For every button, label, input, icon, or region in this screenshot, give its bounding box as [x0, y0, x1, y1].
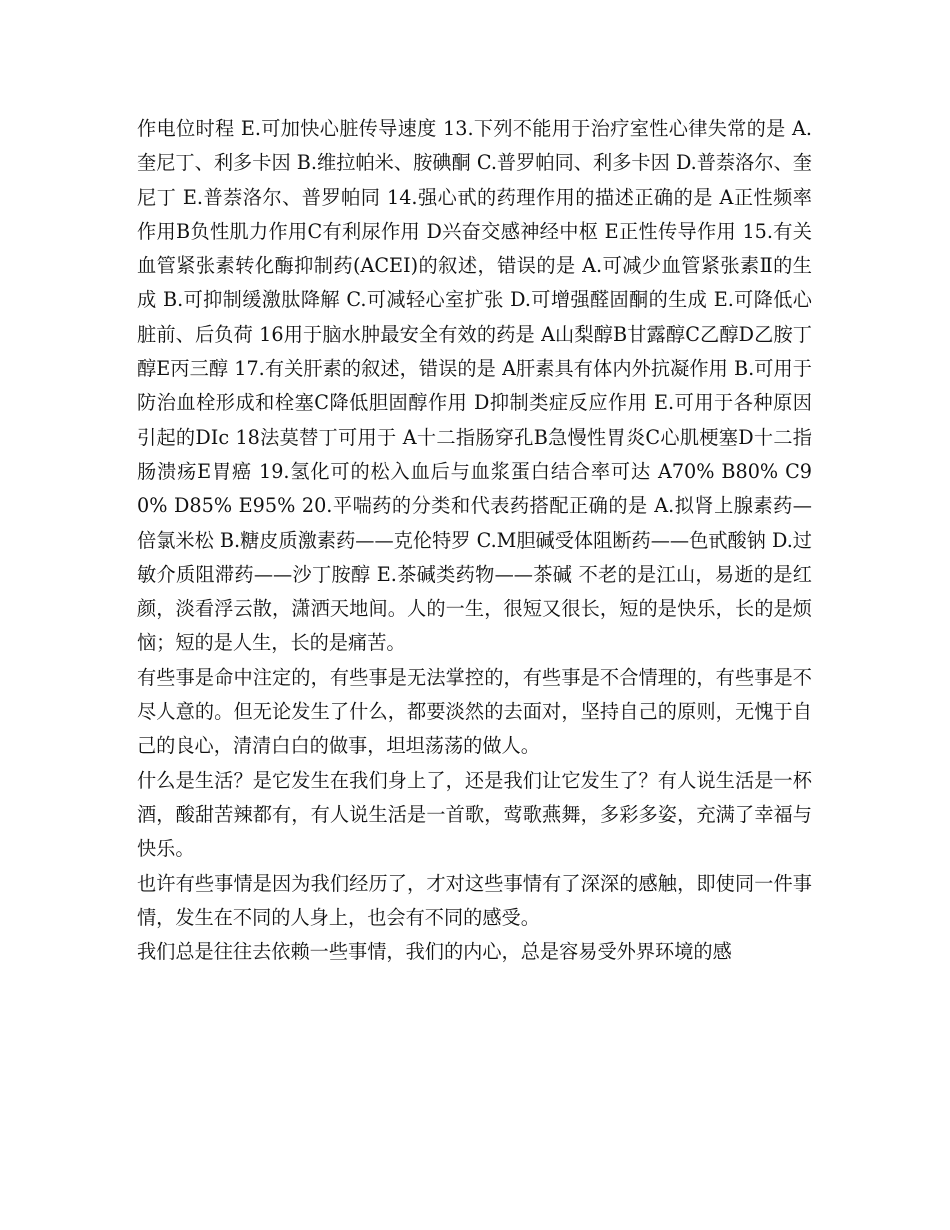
paragraph-fate: 有些事是命中注定的，有些事是无法掌控的，有些事是不合情理的，有些事是不尽人意的。但无论发生了什么，都要淡然的去面对，坚持自己的原则，无愧于自己的良心，清清白白的做事，坦坦荡荡的做人。	[137, 665, 812, 758]
paragraph-life: 什么是生活？是它发生在我们身上了，还是我们让它发生了？有人说生活是一杯酒，酸甜苦辣都有，有人说生活是一首歌，莺歌燕舞，多彩多姿，充满了幸福与快乐。	[137, 768, 812, 861]
paragraph-dependence: 我们总是往往去依赖一些事情，我们的内心，总是容易受外界环境的感	[137, 940, 732, 964]
paragraph-experience: 也许有些事情是因为我们经历了，才对这些事情有了深深的感触，即使同一件事情，发生在不同的人身上，也会有不同的感受。	[137, 871, 812, 929]
document-page	[137, 112, 812, 969]
paragraph-pharmacology-questions: 作电位时程 E.可加快心脏传导速度 13.下列不能用于治疗室性心律失常的是 A.奎尼丁、利多卡因 B.维拉帕米、胺碘酮 C.普罗帕同、利多卡因 D.普萘洛尔、奎尼丁 E.普萘洛尔、普罗帕同 14.强心甙的药理作用的描述正确的是 A正性频率作用B负性肌力作用C有利尿作用 D兴奋交感神经中枢 E正性传导作用 15.有关血管紧张素转化酶抑制药(ACEI)的叙述，错误的是 A.可减少血管紧张素Ⅱ的生成 B.可抑制缓激肽降解 C.可减轻心室扩张 D.可增强醛固酮的生成 E.可降低心脏前、后负荷 16用于脑水肿最安全有效的药是 A山梨醇B甘露醇C乙醇D乙胺丁醇E丙三醇 17.有关肝素的叙述，错误的是 A肝素具有体内外抗凝作用 B.可用于防治血栓形成和栓塞C降低胆固醇作用 D抑制类症反应作用 E.可用于各种原因引起的DIc 18法莫替丁可用于 A十二指肠穿孔B急慢性胃炎C心肌梗塞D十二指肠溃疡E胃癌 19.氢化可的松入血后与血浆蛋白结合率可达 A70% B80% C90% D85% E95% 20.平喘药的分类和代表药搭配正确的是 A.拟肾上腺素药—倍氯米松 B.糖皮质激素药——克伦特罗 C.M胆碱受体阻断药——色甙酸钠 D.过敏介质阻滞药——沙丁胺醇 E.茶碱类药物——茶碱 不老的是江山，易逝的是红颜，淡看浮云散，潇洒天地间。人的一生，很短又很长，短的是快乐，长的是烦恼；短的是人生，长的是痛苦。	[137, 117, 812, 655]
